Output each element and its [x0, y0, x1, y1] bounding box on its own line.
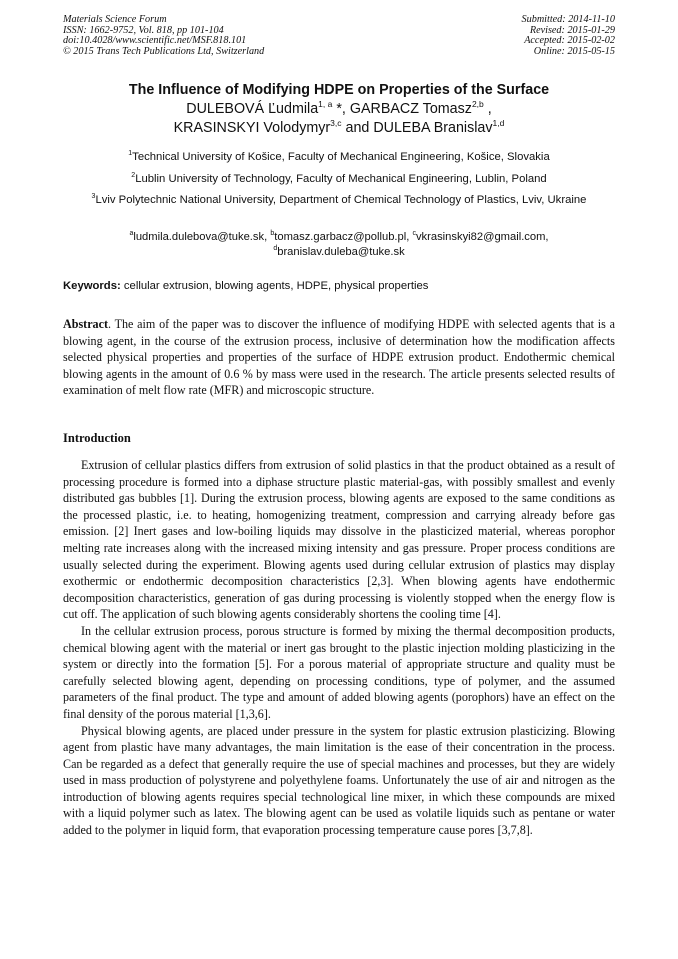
- paragraph: Extrusion of cellular plastics differs from extrusion of solid plastics in that the product obtained as a result of processing procedure is formed into a diphase structure plastic material-gas, with possibly smallest and evenly distributed gas bubbles [1]. During the extrusion process, blowing agents are exposed to the same conditions as the processed plastic, i.e. to heating, homogenizing treatment, compression and carrying already before gas emission. [2] Inert gases and low-boiling liquids may dissolve in the plasticized material, whereas porophor melting rate increases along with the increased mixing intensity and gas pressure. Proper process conditions are usually selected during the experiment. Blowing agents used during cellular extrusion of plastics may display exothermic or endothermic decomposition characteristics [2,3]. When blowing agents have endothermic decomposition characteristics, generation of gas during processing is violently stopped when the energy flow is cut off. The application of such blowing agents considerably shortens the cooling time [4].: [63, 458, 615, 622]
- doi-line: doi:10.4028/www.scientific.net/MSF.818.101: [63, 35, 247, 47]
- author-line-2: [0, 119, 678, 138]
- online-date: Online: 2015-05-15: [533, 45, 615, 57]
- author-name: DULEBOVÁ Ľudmila: [186, 101, 319, 117]
- author-list: [0, 100, 678, 137]
- journal-info: [63, 15, 264, 57]
- abstract: [63, 316, 615, 399]
- affiliation-text: Lublin University of Technology, Faculty of Mechanical Engineering, Lublin, Poland: [135, 173, 547, 185]
- affiliation-2: [70, 172, 608, 187]
- author-affil-sup: 3,c: [330, 117, 342, 128]
- author-name: KRASINSKYI Volodymyr: [173, 119, 331, 136]
- author-separator: and: [341, 119, 374, 136]
- section-heading-introduction: Introduction: [63, 431, 131, 445]
- author-line-1: [0, 100, 678, 119]
- author-emails: [70, 230, 608, 259]
- author-name: GARBACZ Tomasz: [349, 101, 472, 117]
- affiliation-3: [70, 193, 608, 208]
- email-link[interactable]: tomasz.garbacz@pollub.pl,: [274, 231, 413, 243]
- author-affil-sup: 2,b: [471, 99, 484, 109]
- email-link[interactable]: ludmila.dulebova@tuke.sk,: [133, 231, 271, 243]
- journal-name: Materials Science Forum: [63, 14, 167, 25]
- email-sup: b: [270, 230, 275, 237]
- abstract-label: Abstract: [63, 317, 109, 331]
- email-link[interactable]: branislav.duleba@tuke.sk: [277, 245, 405, 258]
- keywords: [63, 279, 615, 293]
- affiliation-1: [70, 150, 608, 165]
- email-sup: c: [412, 230, 416, 237]
- affiliation-text: Technical University of Košice, Faculty of Mechanical Engineering, Košice, Slovakia: [132, 151, 550, 163]
- keywords-text: cellular extrusion, blowing agents, HDPE, physical properties: [120, 280, 429, 292]
- paper-title: The Influence of Modifying HDPE on Properties of the Surface: [128, 82, 550, 98]
- accepted-date: Accepted: 2015-02-02: [524, 35, 615, 47]
- author-separator: *,: [332, 101, 350, 117]
- paragraph: Physical blowing agents, are placed under pressure in the system for plastic extrusion plasticizing. Blowing agent from plastic have many advantages, the main limitation is the ease of their concentration in the process. Can be regarded as a defect that generally require the use of special machines and processes, but they are widely used in mass production of polystyrene and polyethylene foams. Unfortunately the use of air and nitrogen as the introduction of blowing agents requires special technological line mixer, in which these compounds are mixed with a liquid polymer such as latex. The blowing agent can be used as volatile liquids such as pentane or water added to the polymer in liquid form, that evaporation processing temperature cause pores [3,7,8].: [63, 723, 615, 838]
- copyright-line: © 2015 Trans Tech Publications Ltd, Switzerland: [63, 45, 265, 57]
- revised-date: Revised: 2015-01-29: [529, 24, 615, 36]
- issn-line: ISSN: 1662-9752, Vol. 818, pp 101-104: [63, 24, 224, 36]
- affiliation-sup: 1: [128, 150, 133, 157]
- submission-dates: [522, 15, 615, 57]
- author-affil-sup: 1, a: [318, 99, 333, 109]
- introduction-body: [63, 457, 615, 839]
- submitted-date: Submitted: 2014-11-10: [521, 14, 615, 25]
- affiliation-sup: 3: [91, 193, 96, 200]
- author-affil-sup: 1,d: [492, 117, 505, 128]
- email-link[interactable]: vkrasinskyi82@gmail.com,: [415, 231, 549, 243]
- keywords-label: Keywords:: [63, 280, 121, 292]
- paragraph: In the cellular extrusion process, porous structure is formed by mixing the thermal decomposition products, chemical blowing agent with the material or inert gas brought to the plastic injection molding plasticizing in the system or directly into the formation [5]. For a porous material of appropriate structure and quality must be carefully selected blowing agent, depending on processing conditions, type of polymer, and the assumed parameters of the final product. The type and amount of added blowing agents (porophors) have an effect on the final density of the porous material [1,3,6].: [63, 623, 615, 721]
- affiliation-sup: 2: [131, 172, 136, 179]
- email-sup: a: [129, 230, 134, 237]
- author-name: DULEBA Branislav: [373, 119, 493, 136]
- author-separator: ,: [483, 101, 492, 117]
- email-sup: d: [273, 244, 278, 252]
- affiliation-text: Lviv Polytechnic National University, Department of Chemical Technology of Plastics, Lviv, Ukraine: [95, 194, 587, 206]
- abstract-text: . The aim of the paper was to discover the influence of modifying HDPE with selected agents that is a blowing agent, in the course of the extrusion process, inclusive of determination how the modification affects selected physical properties and properties of the surface of HDPE extrusion product. Endothermic chemical blowing agents in the amount of 0.6 % by mass were used in the research. The article presents selected results of examination of melt flow rate (MFR) and microscopic structure.: [63, 317, 615, 398]
